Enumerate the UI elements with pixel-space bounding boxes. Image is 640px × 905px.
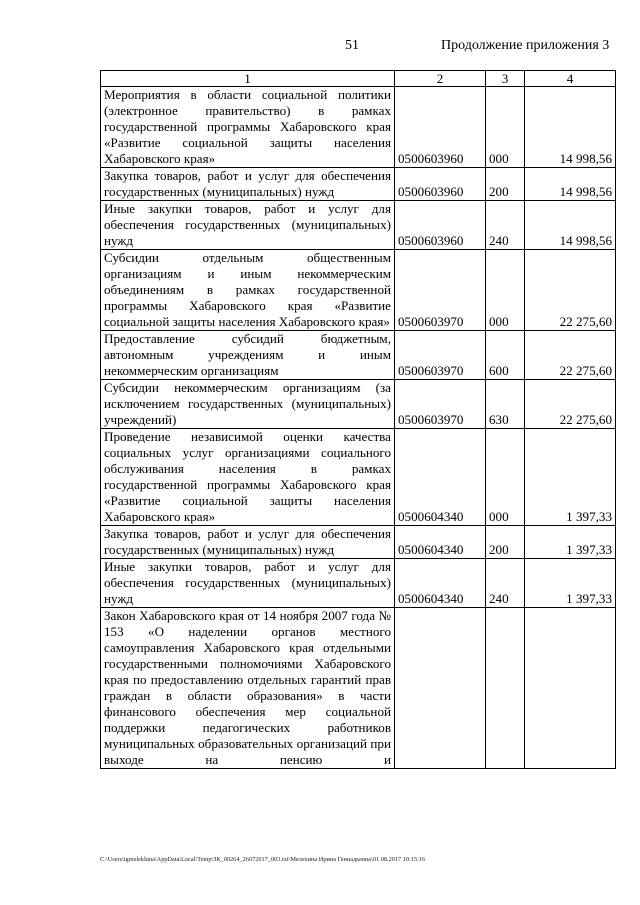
table-row [101, 526, 616, 559]
row-type-cell: 630 [486, 380, 525, 429]
row-name-cell: Закупка товаров, работ и услуг для обеспечения государственных (муниципальных) нужд [101, 526, 395, 559]
page-number: 51 [345, 38, 359, 53]
row-amount-cell: 1 397,33 [525, 526, 616, 559]
row-amount-cell: 14 998,56 [525, 168, 616, 201]
row-code-cell: 0500603960 [395, 201, 486, 250]
row-type-cell: 240 [486, 201, 525, 250]
row-type-cell: 600 [486, 331, 525, 380]
row-type-cell [486, 608, 525, 769]
column-header-2: 2 [395, 71, 486, 87]
column-header-4: 4 [525, 71, 616, 87]
row-code-cell: 0500604340 [395, 429, 486, 526]
table-row [101, 168, 616, 201]
row-type-cell: 240 [486, 559, 525, 608]
row-name-cell: Закупка товаров, работ и услуг для обеспечения государственных (муниципальных) нужд [101, 168, 395, 201]
row-name-cell: Закон Хабаровского края от 14 ноября 2007 года № 153 «О наделении органов местного самоуправления Хабаровского края отдельными государственными полномочиями Хабаровского края по предоставлению отдельных гарантий прав граждан в области образования» в части финансового обеспечения мер социальной поддержки педагогических работников муниципальных образовательных организаций при выходе на пенсию и [101, 608, 395, 769]
row-name-cell: Иные закупки товаров, работ и услуг для обеспечения государственных (муниципальных) нужд [101, 559, 395, 608]
row-type-cell: 000 [486, 429, 525, 526]
row-code-cell [395, 608, 486, 769]
column-header-3: 3 [486, 71, 525, 87]
row-code-cell: 0500603970 [395, 380, 486, 429]
row-amount-cell: 22 275,60 [525, 331, 616, 380]
table-row [101, 201, 616, 250]
row-name-cell: Мероприятия в области социальной политики (электронное правительство) в рамках государственной программы Хабаровского края «Развитие социальной защиты населения Хабаровского края» [101, 87, 395, 168]
table-row [101, 87, 616, 168]
row-name-cell: Предоставление субсидий бюджетным, автономным учреждениям и иным некоммерческим организациям [101, 331, 395, 380]
row-amount-cell: 1 397,33 [525, 429, 616, 526]
row-amount-cell: 14 998,56 [525, 87, 616, 168]
row-code-cell: 0500603960 [395, 87, 486, 168]
continuation-label: Продолжение приложения 3 [441, 38, 610, 53]
row-code-cell: 0500603970 [395, 250, 486, 331]
table-row [101, 429, 616, 526]
row-amount-cell [525, 608, 616, 769]
row-amount-cell: 1 397,33 [525, 559, 616, 608]
row-type-cell: 000 [486, 250, 525, 331]
table-header-row [101, 71, 616, 87]
row-type-cell: 200 [486, 168, 525, 201]
row-amount-cell: 22 275,60 [525, 380, 616, 429]
table-row [101, 608, 616, 769]
budget-table [100, 70, 616, 769]
row-amount-cell: 22 275,60 [525, 250, 616, 331]
row-name-cell: Проведение независимой оценки качества социальных услуг организациями социального обслуживания населения в рамках государственной программы Хабаровского края «Развитие социальной защиты населения Хабаровского края» [101, 429, 395, 526]
row-code-cell: 0500604340 [395, 559, 486, 608]
row-type-cell: 200 [486, 526, 525, 559]
row-code-cell: 0500603960 [395, 168, 486, 201]
column-header-1: 1 [101, 71, 395, 87]
budget-table-body [101, 71, 616, 769]
row-name-cell: Иные закупки товаров, работ и услуг для обеспечения государственных (муниципальных) нужд [101, 201, 395, 250]
table-row [101, 250, 616, 331]
row-code-cell: 0500604340 [395, 526, 486, 559]
row-code-cell: 0500603970 [395, 331, 486, 380]
table-row [101, 559, 616, 608]
row-name-cell: Субсидии некоммерческим организациям (за исключением государственных (муниципальных) учреждений) [101, 380, 395, 429]
table-row [101, 331, 616, 380]
row-amount-cell: 14 998,56 [525, 201, 616, 250]
footer-file-path: C:\Users\igmelekhina\AppData\Local\Temp\ЗК_00264_26072017_003.txt\Мелехина Ирина Геннадьевна\01.08.2017 10:15:16 [100, 856, 426, 863]
table-row [101, 380, 616, 429]
row-type-cell: 000 [486, 87, 525, 168]
row-name-cell: Субсидии отдельным общественным организациям и иным некоммерческим объединениям в рамках государственной программы Хабаровского края «Развитие социальной защиты населения Хабаровского края» [101, 250, 395, 331]
